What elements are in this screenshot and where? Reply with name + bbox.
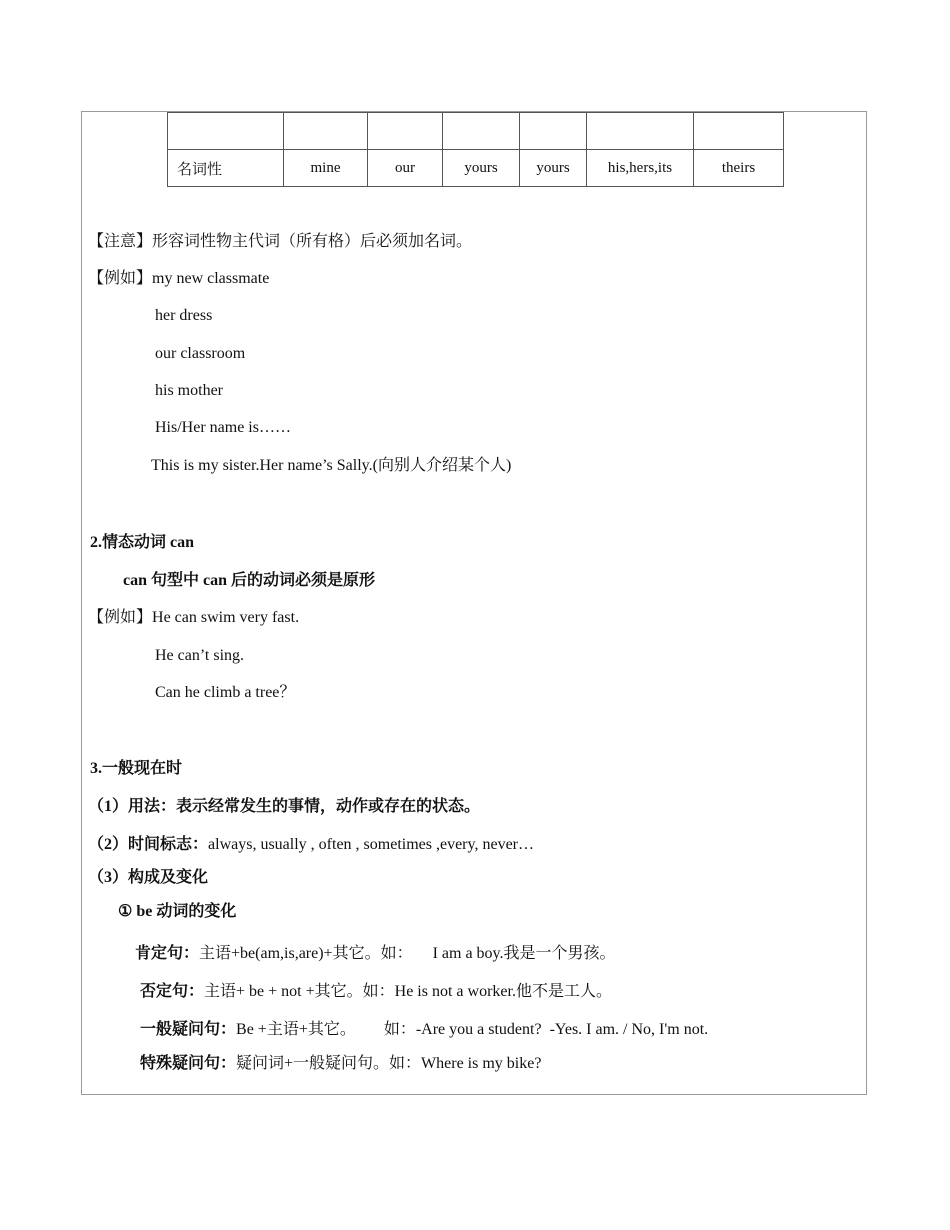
general-question-text: Be +主语+其它。 如：-Are you a student? -Yes. I am. / No, I'm not.	[236, 1021, 709, 1038]
note-text: 形容词性物主代词（所有格）后必须加名词。	[152, 233, 473, 250]
affirmative-label: 肯定句：	[135, 945, 200, 962]
table-cell	[443, 113, 520, 150]
example-item: He can’t sing.	[155, 647, 245, 664]
table-cell: 名词性	[168, 150, 284, 187]
example-prefix: 【例如】	[88, 270, 153, 287]
example-item: our classroom	[155, 345, 246, 362]
table-cell	[284, 113, 368, 150]
note-prefix: 【注意】	[88, 233, 153, 250]
structure-heading: （3）构成及变化	[88, 869, 209, 886]
affirmative-line	[135, 944, 616, 964]
table-cell: mine	[284, 150, 368, 187]
table-row	[168, 113, 784, 150]
table-cell: his,hers,its	[587, 150, 694, 187]
table-cell	[587, 113, 694, 150]
time-label: （2）时间标志：	[88, 836, 209, 853]
negative-line	[140, 982, 612, 1002]
table-cell	[368, 113, 443, 150]
example-line	[88, 608, 299, 628]
negative-label: 否定句：	[140, 983, 205, 1000]
special-question-text: 疑问词+一般疑问句。如：Where is my bike?	[236, 1055, 542, 1072]
usage-text: 表示经常发生的事情，动作或存在的状态。	[176, 798, 481, 815]
negative-text: 主语+ be + not +其它。如：He is not a worker.他不是工人。	[204, 983, 612, 1000]
section-heading: 3.一般现在时	[90, 760, 183, 777]
general-question-label: 一般疑问句：	[140, 1021, 237, 1038]
table-cell	[168, 113, 284, 150]
example-line	[88, 269, 269, 289]
section-rule: can 句型中 can 后的动词必须是原形	[123, 572, 376, 589]
be-heading: ① be 动词的变化	[118, 903, 237, 920]
table-cell: yours	[443, 150, 520, 187]
example-item: Can he climb a tree？	[155, 684, 296, 701]
example-item: This is my sister.Her name’s Sally.(向别人介绍某个人)	[151, 457, 512, 474]
time-text: always, usually , often , sometimes ,every, never…	[208, 836, 534, 853]
pronoun-table	[167, 112, 784, 187]
usage-line	[88, 797, 480, 817]
table-row	[168, 150, 784, 187]
special-question-line	[140, 1054, 541, 1074]
example-item: His/Her name is……	[155, 419, 291, 436]
time-line	[88, 835, 534, 855]
table-cell	[520, 113, 587, 150]
example-prefix: 【例如】	[88, 609, 153, 626]
example-item: his mother	[155, 382, 223, 399]
affirmative-text: 主语+be(am,is,are)+其它。如： I am a boy.我是一个男孩。	[199, 945, 616, 962]
section-heading: 2.情态动词 can	[90, 534, 195, 551]
table-cell: yours	[520, 150, 587, 187]
example-item: He can swim very fast.	[152, 609, 300, 626]
usage-label: （1）用法：	[88, 798, 177, 815]
special-question-label: 特殊疑问句：	[140, 1055, 237, 1072]
table-cell	[694, 113, 784, 150]
example-item: my new classmate	[152, 270, 270, 287]
example-item: her dress	[155, 307, 213, 324]
table-cell: theirs	[694, 150, 784, 187]
table-cell: our	[368, 150, 443, 187]
note-line	[88, 232, 472, 252]
general-question-line	[140, 1020, 708, 1040]
